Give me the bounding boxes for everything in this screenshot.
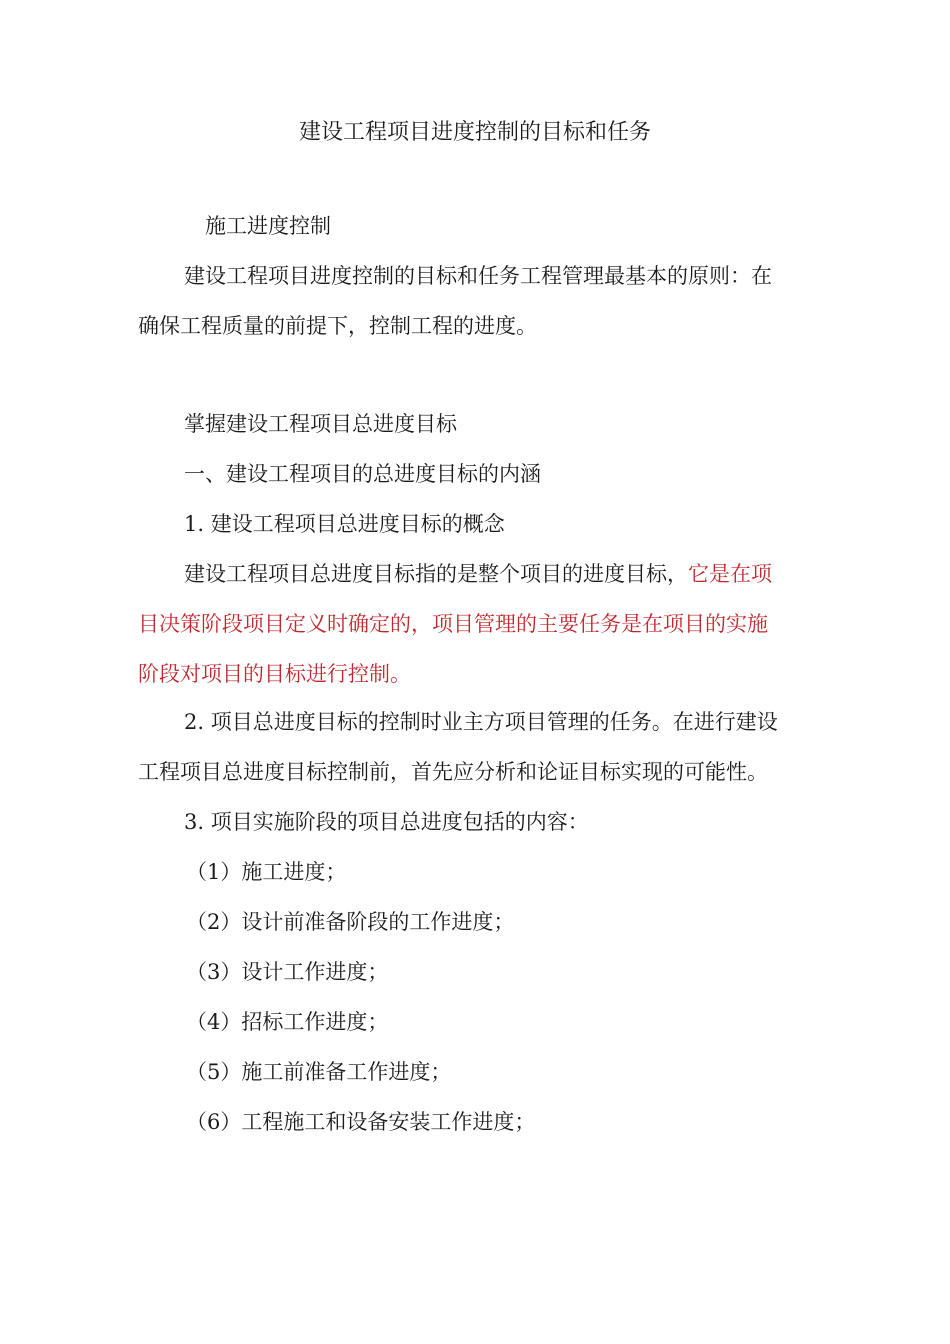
intro-paragraph-line-1: 建设工程项目进度控制的目标和任务工程管理最基本的原则：在 <box>184 264 772 288</box>
section-heading: 施工进度控制 <box>205 214 331 238</box>
point1-heading: 1. 建设工程项目总进度目标的概念 <box>184 512 505 536</box>
intro-paragraph-line-2: 确保工程质量的前提下，控制工程的进度。 <box>138 314 537 338</box>
point3-heading: 3. 项目实施阶段的项目总进度包括的内容： <box>184 810 589 834</box>
list-item: （5）施工前准备工作进度； <box>186 1060 452 1084</box>
point1-paragraph-line-3: 阶段对项目的目标进行控制。 <box>138 662 411 686</box>
page-title: 建设工程项目进度控制的目标和任务 <box>298 120 651 145</box>
list-item: （3）设计工作进度； <box>186 960 389 984</box>
list-item: （2）设计前准备阶段的工作进度； <box>186 910 515 934</box>
list-item: （1）施工进度； <box>186 860 347 884</box>
part1-heading: 一、建设工程项目的总进度目标的内涵 <box>184 462 541 486</box>
point1-highlight-text: 它是在项 <box>688 562 772 586</box>
list-item: （4）招标工作进度； <box>186 1010 389 1034</box>
point1-paragraph-line-1 <box>184 559 828 589</box>
subheading: 掌握建设工程项目总进度目标 <box>184 412 457 436</box>
list-item: （6）工程施工和设备安装工作进度； <box>186 1110 536 1134</box>
point2-paragraph-line-1: 2. 项目总进度目标的控制时业主方项目管理的任务。在进行建设 <box>184 710 778 734</box>
point2-paragraph-line-2: 工程项目总进度目标控制前，首先应分析和论证目标实现的可能性。 <box>138 760 768 784</box>
point1-black-text: 建设工程项目总进度目标指的是整个项目的进度目标， <box>184 562 688 586</box>
point1-paragraph-line-2: 目决策阶段项目定义时确定的，项目管理的主要任务是在项目的实施 <box>138 612 768 636</box>
